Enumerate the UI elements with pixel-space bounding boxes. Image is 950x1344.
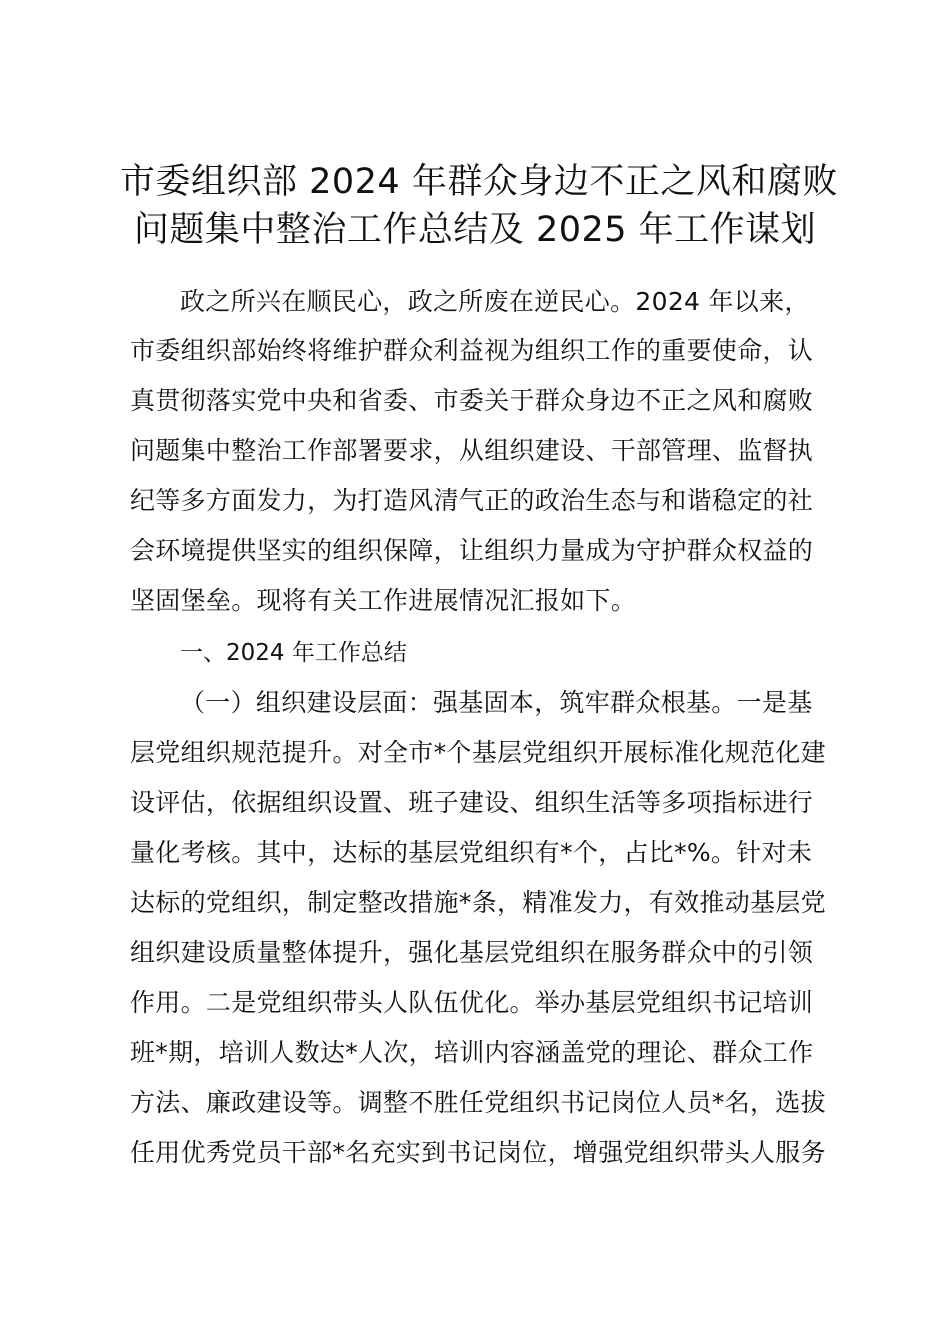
section-heading: 一、2024 年工作总结 [180, 640, 407, 666]
intro-line-4: 问题集中整治工作部署要求，从组织建设、干部管理、监督执 [130, 436, 814, 465]
intro-line-1: 政之所兴在顺民心，政之所废在逆民心。2024 年以来， [180, 287, 810, 316]
section1-line-4: 量化考核。其中，达标的基层党组织有*个，占比*%。针对未 [130, 838, 813, 867]
document-title [120, 158, 838, 254]
intro-line-7: 坚固堡垒。现将有关工作进展情况汇报如下。 [130, 586, 637, 615]
title-line-2: 问题集中整治工作总结及 2025 年工作谋划 [133, 210, 817, 250]
section1-line-10: 任用优秀党员干部*名充实到书记岗位，增强党组织带头人服务 [130, 1138, 826, 1167]
section1-line-7: 作用。二是党组织带头人队伍优化。举办基层党组织书记培训 [130, 988, 814, 1017]
section1-line-8: 班*期，培训人数达*人次，培训内容涵盖党的理论、群众工作 [130, 1038, 814, 1067]
intro-line-6: 会环境提供坚实的组织保障，让组织力量成为守护群众权益的 [130, 536, 814, 565]
intro-line-3: 真贯彻落实党中央和省委、市委关于群众身边不正之风和腐败 [130, 386, 814, 415]
section1-line-6: 组织建设质量整体提升，强化基层党组织在服务群众中的引领 [130, 938, 814, 967]
intro-line-2: 市委组织部始终将维护群众利益视为组织工作的重要使命，认 [130, 336, 814, 365]
section1-line-3: 设评估，依据组织设置、班子建设、组织生活等多项指标进行 [130, 788, 814, 817]
title-line-1: 市委组织部 2024 年群众身边不正之风和腐败 [120, 162, 838, 202]
section1-line-2: 层党组织规范提升。对全市*个基层党组织开展标准化规范化建 [130, 738, 826, 767]
section1-line-1: （一）组织建设层面：强基固本，筑牢群众根基。一是基 [180, 688, 813, 717]
intro-line-5: 纪等多方面发力，为打造风清气正的政治生态与和谐稳定的社 [130, 486, 814, 515]
section1-line-9: 方法、廉政建设等。调整不胜任党组织书记岗位人员*名，选拔 [130, 1088, 826, 1117]
section1-line-5: 达标的党组织，制定整改措施*条，精准发力，有效推动基层党 [130, 888, 826, 917]
